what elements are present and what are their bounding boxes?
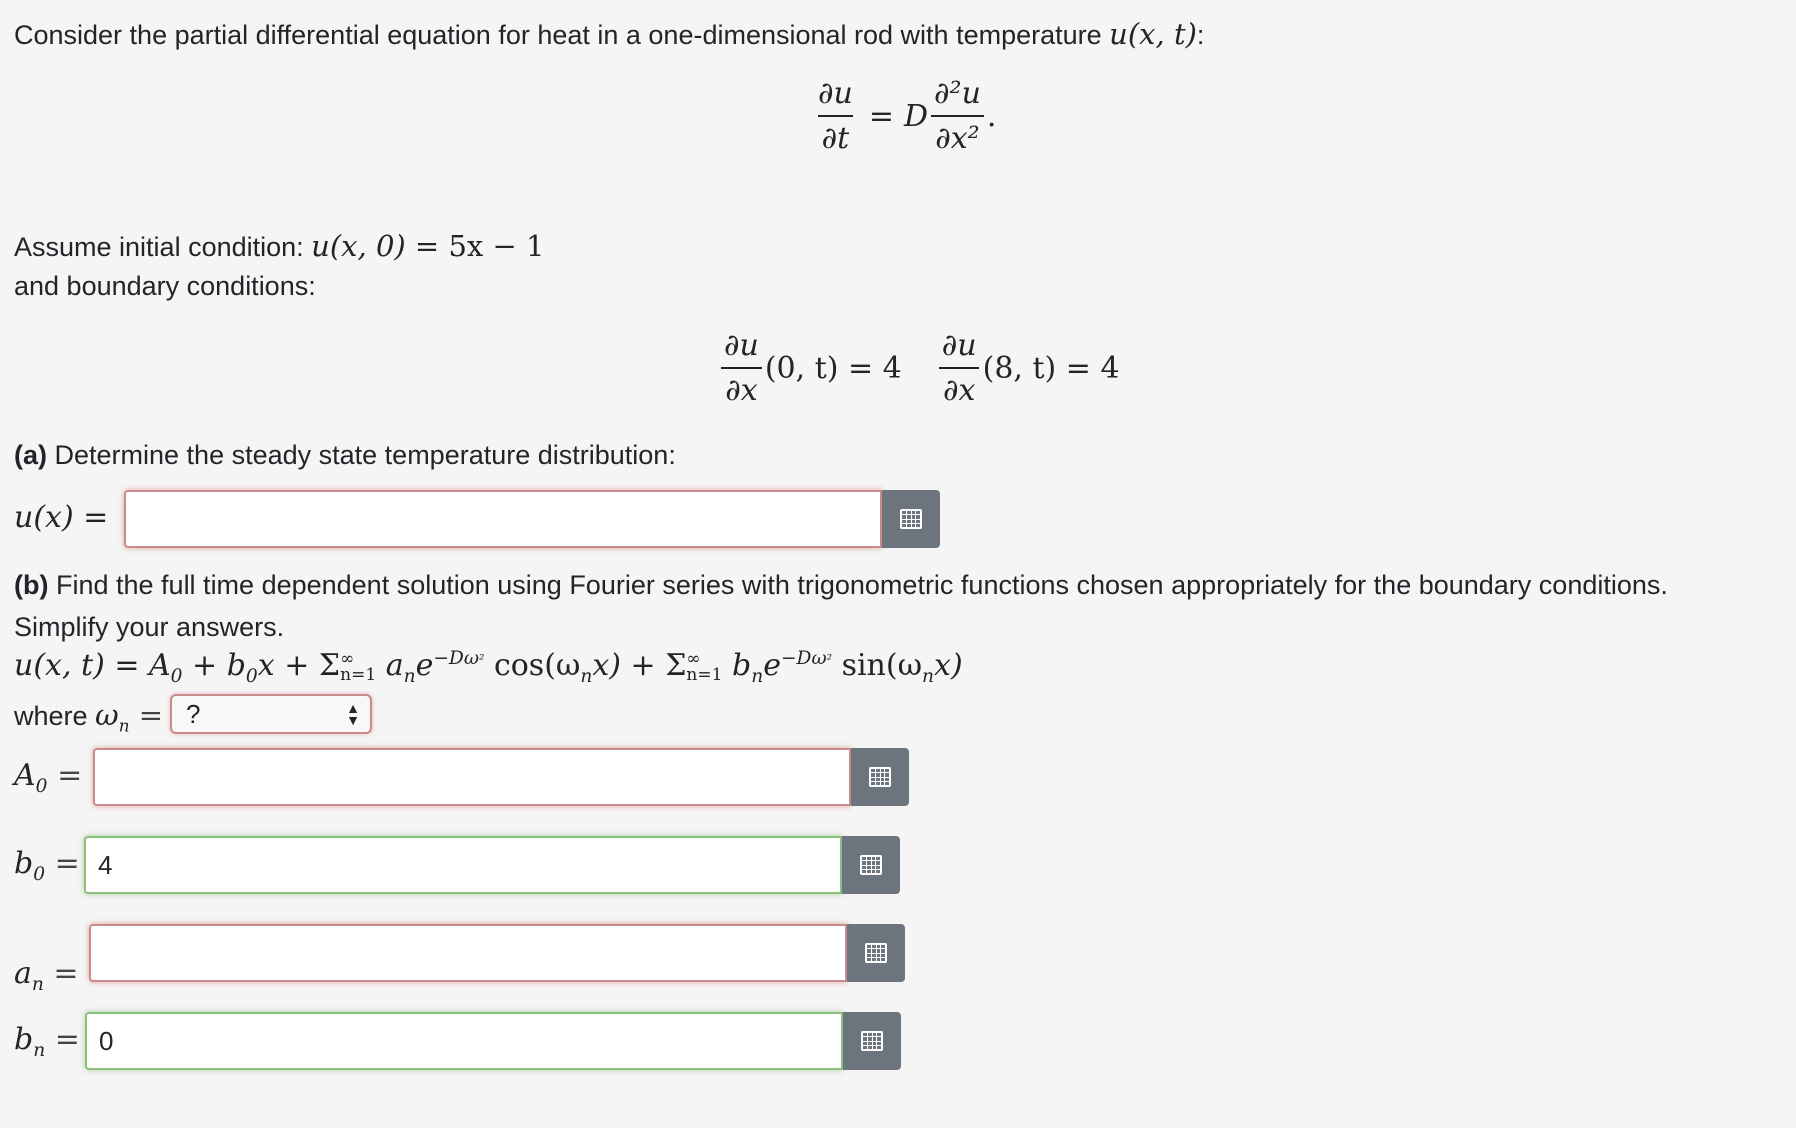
part-b-simplify: Simplify your answers.	[14, 612, 285, 642]
A0-input[interactable]	[93, 748, 851, 806]
matrix-grid-icon	[900, 509, 922, 529]
part-a-prompt: (a) Determine the steady state temperature distribution:	[14, 440, 676, 470]
steady-state-input[interactable]	[124, 490, 882, 548]
matrix-grid-icon	[860, 855, 882, 875]
matrix-grid-icon	[861, 1031, 883, 1051]
initial-condition: Assume initial condition: u(x, 0) = 5x − 1	[14, 229, 545, 263]
series-expression: u(x, $t) = A_0 + b_0x + \Sigma$ ∞ n=1 $a_ne^{-D\omega^2}$ $\cos(\omega_nx) + \Sigma$ ∞ n=1 $b_ne^{-D\omega^2}$ $\sin(\omega_nx)$	[14, 648, 963, 687]
an-label: $a_n$ =	[14, 956, 79, 995]
matrix-grid-icon	[869, 767, 891, 787]
pde-rhs-fraction: $\frac{\text{∂²u}}{\text{∂x²}}$	[930, 76, 985, 156]
matrix-grid-icon	[865, 943, 887, 963]
b0-label: $b_0$ =	[14, 846, 80, 885]
part-b-prompt: (b) Find the full time dependent solution using Fourier series with trigonometric functions chosen appropriately for the boundary conditions.	[14, 570, 1668, 600]
intro-text: Consider the partial differential equation for heat in a one-dimensional rod with temperature u(x, t):	[14, 17, 1205, 51]
omega-select[interactable]: ? ▲ ▼	[170, 694, 372, 734]
bn-input[interactable]: 0	[85, 1012, 843, 1070]
boundary-label: and boundary conditions:	[14, 271, 316, 301]
matrix-button-A0[interactable]	[851, 748, 909, 806]
up-down-arrows-icon: ▲ ▼	[346, 700, 360, 728]
matrix-button-bn[interactable]	[843, 1012, 901, 1070]
ux-label: u(x) =	[14, 500, 109, 535]
bn-label: $b_n$ =	[14, 1022, 80, 1061]
A0-label: $A_0$ =	[14, 758, 83, 797]
where-omega-label: where $\omega_n$ =	[14, 698, 164, 736]
an-input[interactable]	[89, 924, 847, 982]
pde-lhs-fraction: $\frac{\partial u}{\partial t}$	[818, 76, 853, 156]
matrix-button-a[interactable]	[882, 490, 940, 548]
b0-input[interactable]: 4	[84, 836, 842, 894]
intro-var: u(x, t)	[1109, 17, 1197, 51]
matrix-button-an[interactable]	[847, 924, 905, 982]
matrix-button-b0[interactable]	[842, 836, 900, 894]
boundary-conditions: $\frac{\partial u}{\partial x}$ (0, t) = 4 $\frac{\partial u}{\partial x}$ (8, t) = 4	[718, 328, 1120, 408]
pde-equation: $\frac{\partial u}{\partial t}$ = D $\frac{\text{∂²u}}{\text{∂x²}}$ .	[812, 76, 996, 156]
